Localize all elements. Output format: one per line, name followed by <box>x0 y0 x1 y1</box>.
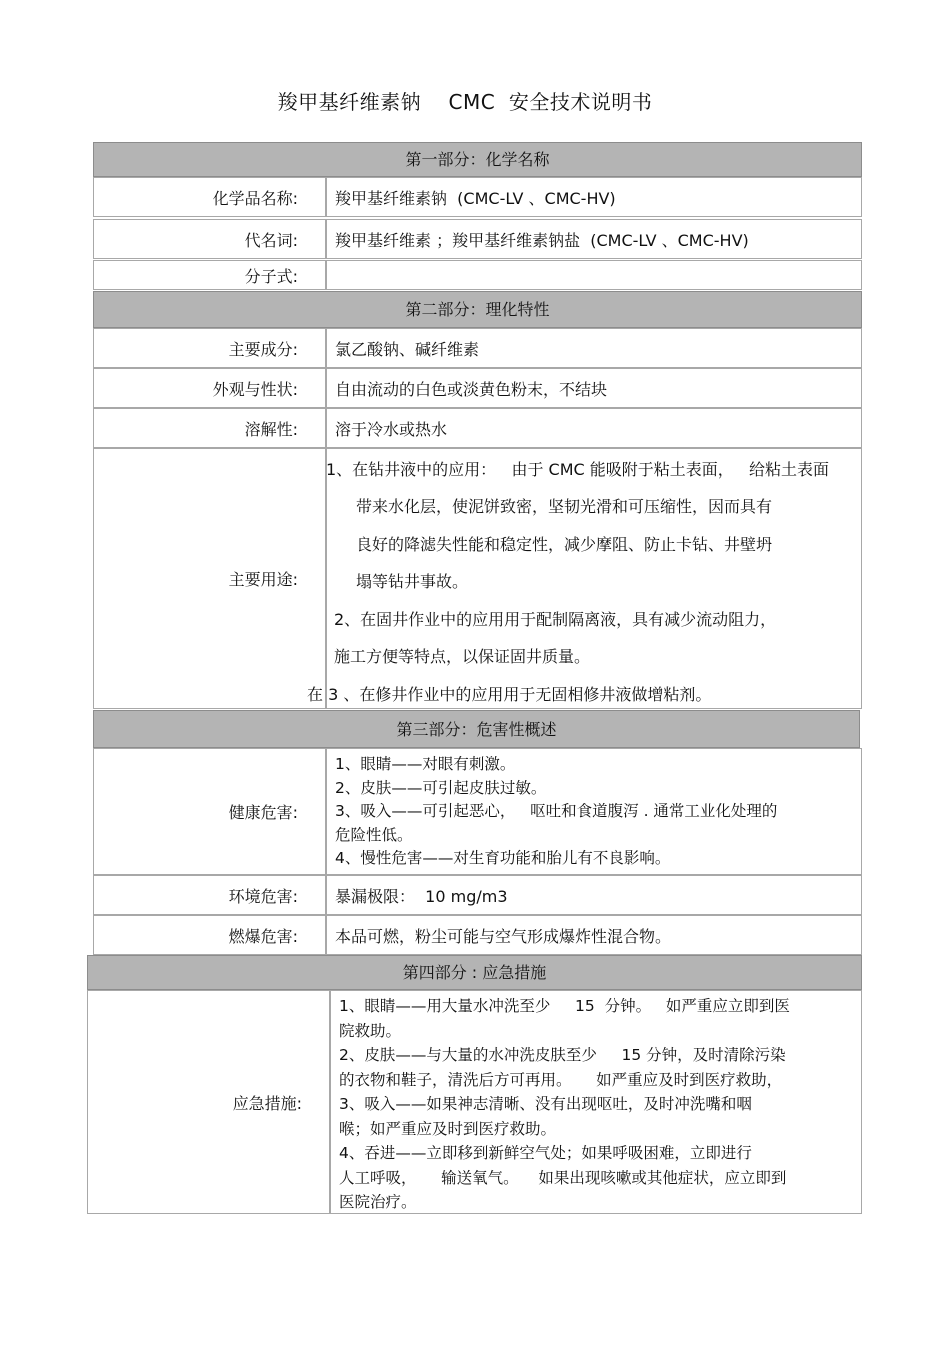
part1-header: 第一部分：化学名称 <box>93 142 862 177</box>
use-line-4: 塌等钻井事故。 <box>356 572 469 591</box>
main-component-value: 氯乙酸钠、碱纤维素 <box>335 339 480 359</box>
emergency-measures-label: 应急措施: <box>88 991 331 1213</box>
emergency-line-6: 喉；如严重应及时到医疗救助。 <box>339 1119 557 1138</box>
emergency-line-8: 人工呼吸， 输送氧气。 如果出现咳嗽或其他症状，应立即到 <box>339 1168 787 1187</box>
health-line-1: 1、眼睛——对眼有刺激。 <box>335 755 516 773</box>
explosion-hazard-row <box>93 915 862 955</box>
document-title: 羧甲基纤维素钠 CMC 安全技术说明书 <box>277 90 653 114</box>
chemical-name-row <box>93 177 862 217</box>
solubility-value: 溶于冷水或热水 <box>335 419 448 439</box>
environment-hazard-value: 暴漏极限： 10 mg/m3 <box>335 886 508 906</box>
use-line-5: 2、在固井作业中的应用用于配制隔离液，具有减少流动阻力， <box>334 610 777 629</box>
emergency-line-4: 的衣物和鞋子，清洗后方可再用。 如严重应及时到医疗救助， <box>339 1070 783 1089</box>
emergency-line-3: 2、皮肤——与大量的水冲洗皮肤至少 15 分钟，及时清除污染 <box>339 1046 786 1064</box>
chemical-name-label: 化学品名称: <box>94 178 327 216</box>
formula-row <box>93 260 862 290</box>
synonym-label: 代名词: <box>94 220 327 258</box>
solubility-label: 溶解性: <box>94 409 327 447</box>
formula-value <box>335 261 853 289</box>
health-line-4: 危险性低。 <box>335 825 413 844</box>
part4-header: 第四部分 : 应急措施 <box>87 955 862 990</box>
emergency-line-7: 4、吞进——立即移到新鲜空气处；如果呼吸困难，立即进行 <box>339 1144 752 1162</box>
health-hazard-row <box>93 748 862 875</box>
emergency-line-9: 医院治疗。 <box>339 1193 417 1211</box>
synonym-value: 羧甲基纤维素 ；羧甲基纤维素钠盐 (CMC-LV 、CMC-HV) <box>335 230 749 250</box>
main-use-label: 主要用途: <box>94 449 327 708</box>
emergency-line-1: 1、眼睛——用大量水冲洗至少 15 分钟。 如严重应立即到医 <box>339 997 790 1015</box>
solubility-row <box>93 408 862 448</box>
main-component-row <box>93 328 862 368</box>
formula-label: 分子式: <box>94 261 327 289</box>
main-component-label: 主要成分: <box>94 329 327 367</box>
use-line-6: 施工方便等特点，以保证固井质量。 <box>334 647 591 666</box>
health-hazard-lines <box>335 753 855 871</box>
emergency-line-2: 院救助。 <box>339 1021 402 1040</box>
health-line-2: 2、皮肤——可引起皮肤过敏。 <box>335 778 547 797</box>
use-line-2: 带来水化层，使泥饼致密，坚韧光滑和可压缩性，因而具有 <box>356 497 773 516</box>
appearance-row <box>93 368 862 408</box>
explosion-hazard-value: 本品可燃，粉尘可能与空气形成爆炸性混合物。 <box>335 926 672 946</box>
health-line-3: 3、吸入——可引起恶心， 呕吐和食道腹泻 . 通常工业化处理的 <box>335 802 778 820</box>
appearance-value: 自由流动的白色或淡黄色粉末，不结块 <box>335 379 608 399</box>
health-line-5: 4、慢性危害——对生育功能和胎儿有不良影响。 <box>335 849 671 867</box>
explosion-hazard-label: 燃爆危害: <box>94 916 327 954</box>
use-line-7: 在 3 、在修井作业中的应用用于无固相修井液做增粘剂。 <box>307 685 712 704</box>
use-line-3: 良好的降滤失性能和稳定性，减少摩阻、防止卡钻、井壁坍 <box>356 535 773 554</box>
part3-header: 第三部分：危害性概述 <box>93 710 860 748</box>
chemical-name-value: 羧甲基纤维素钠 (CMC-LV 、CMC-HV) <box>335 188 616 208</box>
environment-hazard-row <box>93 875 862 915</box>
health-hazard-label: 健康危害: <box>94 749 327 874</box>
synonym-row <box>93 219 862 259</box>
appearance-label: 外观与性状: <box>94 369 327 407</box>
emergency-measures-lines <box>339 994 855 1215</box>
emergency-measures-row <box>87 990 862 1214</box>
use-line-1: 1、在钻井液中的应用： 由于 CMC 能吸附于粘土表面， 给粘土表面 <box>326 460 830 479</box>
environment-hazard-label: 环境危害: <box>94 876 327 914</box>
part2-header: 第二部分：理化特性 <box>93 291 862 328</box>
emergency-line-5: 3、吸入——如果神志清晰、没有出现呕吐，及时冲洗嘴和咽 <box>339 1095 752 1113</box>
main-use-row <box>93 448 862 709</box>
